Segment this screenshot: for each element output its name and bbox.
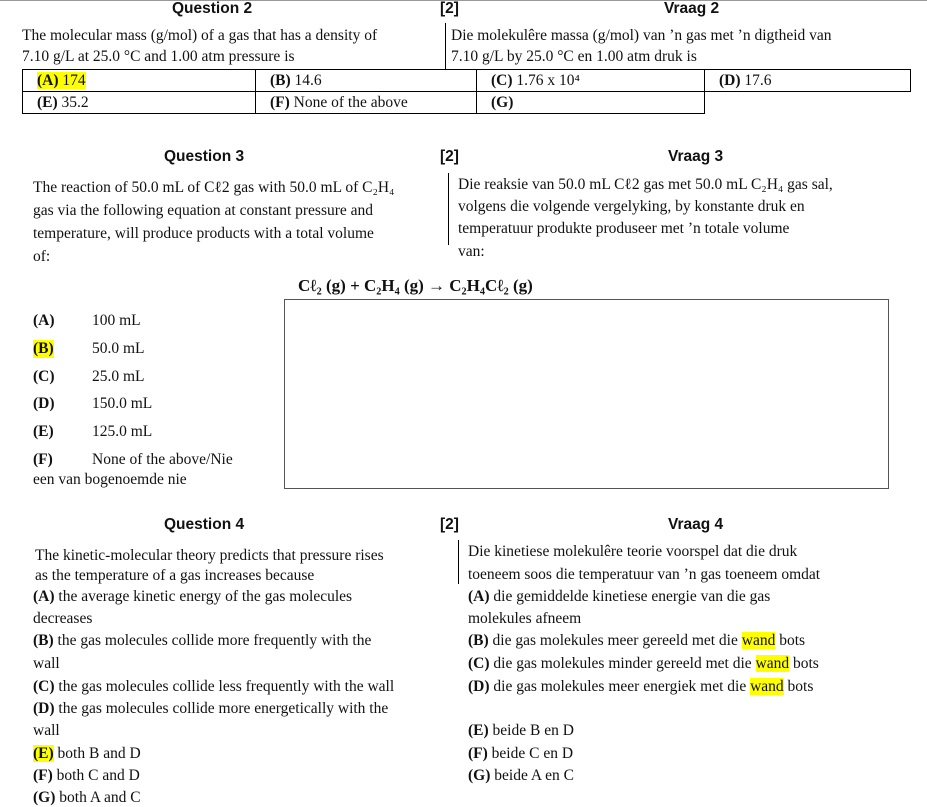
option-label: (F)	[468, 745, 488, 762]
option-label: (F)	[270, 93, 290, 111]
q2-option-d[interactable]	[705, 70, 911, 92]
q2-option-e[interactable]	[23, 92, 256, 114]
option-label: (G)	[491, 93, 514, 111]
q3-option-c-value: 25.0 mL	[92, 368, 145, 385]
option-value: 14.6	[294, 71, 322, 89]
q3-marks: [2]	[440, 148, 459, 165]
q2-divider	[445, 23, 446, 69]
q4-en-option-e[interactable]	[33, 745, 141, 763]
q3-text-en-1: The reaction of 50.0 mL of Cℓ2 gas with 50.0 mL of C₂H₄	[33, 179, 395, 196]
q3-text-en-3: temperature, will produce products with a total volume	[33, 225, 374, 242]
option-label: (D)	[33, 700, 55, 717]
q4-marks: [2]	[440, 516, 459, 533]
highlighted-word: wand	[750, 678, 784, 695]
q4-en-option-a[interactable]	[33, 588, 352, 606]
option-text: the gas molecules collide more energetically with the	[54, 700, 389, 717]
q4-en-option-c[interactable]	[33, 678, 394, 696]
option-label: (G)	[468, 767, 491, 784]
option-value: 174	[62, 71, 86, 89]
q4-af-option-d[interactable]	[468, 678, 813, 696]
option-label: (C)	[468, 655, 490, 672]
option-label: (G)	[33, 789, 56, 806]
q4-en-option-g[interactable]	[33, 789, 141, 807]
option-text: both A and C	[55, 789, 141, 806]
q3-text-af-2: volgens die volgende vergelyking, by konstante druk en	[458, 198, 805, 215]
q3-option-f-value: None of the above/Nie	[92, 451, 233, 468]
q3-option-d-value: 150.0 mL	[92, 395, 153, 412]
option-label: (A)	[33, 588, 55, 605]
q3-heading-af: Vraag 3	[668, 148, 724, 165]
q3-equation: Cℓ₂ (g) + C₂H₄ (g) → C₂H₄Cℓ₂ (g)	[298, 276, 533, 295]
q2-heading-en: Question 2	[172, 0, 253, 17]
option-text: die gemiddelde kinetiese energie van die gas	[489, 588, 771, 605]
option-label: (B)	[270, 71, 291, 89]
q3-option-f-label[interactable]: (F)	[33, 451, 53, 468]
option-label: (B)	[33, 632, 54, 649]
q4-af-option-g[interactable]	[468, 767, 574, 785]
option-text: the average kinetic energy of the gas molecules	[54, 588, 353, 605]
q3-answer-box[interactable]	[284, 299, 889, 489]
q2-heading-af: Vraag 2	[664, 0, 720, 17]
option-label: (E)	[37, 93, 58, 111]
option-label: (F)	[33, 767, 53, 784]
q4-en-line: wall	[33, 655, 60, 672]
option-label: (D)	[468, 678, 490, 695]
option-text: die gas molekules meer energiek met die	[489, 678, 751, 695]
q3-text-af-3: temperatuur produkte produseer met ’n totale volume	[458, 220, 790, 237]
q4-af-option-c[interactable]	[468, 655, 819, 673]
q2-option-c[interactable]	[477, 70, 705, 92]
option-label: (A)	[37, 71, 59, 89]
option-text-tail: bots	[783, 678, 814, 695]
option-text-tail: bots	[789, 655, 819, 672]
q3-option-d-label[interactable]: (D)	[33, 395, 55, 412]
option-text: both B and D	[53, 745, 141, 762]
q4-heading-en: Question 4	[164, 516, 245, 533]
option-label: (E)	[33, 745, 54, 762]
q3-option-b-label[interactable]: (B)	[33, 340, 54, 357]
option-label: (C)	[33, 678, 55, 695]
q4-en-option-b[interactable]	[33, 632, 371, 650]
q4-af-option-e[interactable]	[468, 722, 574, 740]
q3-option-a-label[interactable]: (A)	[33, 312, 55, 329]
q4-en-line: wall	[33, 722, 60, 739]
top-rule	[0, 0, 927, 1]
q2-option-f[interactable]	[256, 92, 477, 114]
highlighted-word: wand	[755, 655, 790, 672]
option-value: None of the above	[293, 93, 408, 111]
q4-en-line: decreases	[33, 610, 93, 627]
option-text: die gas molekules meer gereeld met die	[488, 632, 742, 649]
q3-text-af-4: van:	[458, 243, 485, 260]
q3-text-af-1: Die reaksie van 50.0 mL Cℓ2 gas met 50.0 mL C₂H₄ gas sal,	[458, 176, 833, 193]
q2-text-en-2: 7.10 g/L at 25.0 °C and 1.00 atm pressure is	[22, 48, 295, 65]
q3-option-b-value: 50.0 mL	[92, 340, 145, 357]
option-text: the gas molecules collide more frequently with the	[53, 632, 372, 649]
q4-heading-af: Vraag 4	[668, 516, 724, 533]
q4-divider	[458, 540, 459, 584]
q3-option-f-continuation: een van bogenoemde nie	[33, 471, 187, 488]
option-value: 1.76 x 10⁴	[516, 71, 580, 89]
q3-option-e-value: 125.0 mL	[92, 423, 153, 440]
option-value: 17.6	[744, 71, 772, 89]
q4-en-option-d[interactable]	[33, 700, 388, 718]
option-label: (C)	[491, 71, 513, 89]
q4-af-option-b[interactable]	[468, 632, 805, 650]
option-text: beide B en D	[488, 722, 574, 739]
option-label: (A)	[468, 588, 490, 605]
q4-af-option-f[interactable]	[468, 745, 573, 763]
option-value: 35.2	[61, 93, 89, 111]
option-text: both C and D	[52, 767, 140, 784]
q2-text-af-2: 7.10 g/L by 25.0 °C en 1.00 atm druk is	[451, 48, 697, 65]
q3-heading-en: Question 3	[164, 148, 245, 165]
option-label: (E)	[468, 722, 489, 739]
q4-en-line: The kinetic-molecular theory predicts that pressure rises	[35, 547, 384, 564]
q2-options-table	[22, 69, 911, 114]
q4-en-line: as the temperature of a gas increases because	[35, 567, 315, 584]
q2-option-b[interactable]	[256, 70, 477, 92]
option-label: (D)	[719, 71, 741, 89]
highlighted-word: wand	[741, 632, 776, 649]
q2-option-g[interactable]	[477, 92, 705, 114]
option-text: the gas molecules collide less frequently with the wall	[54, 678, 395, 695]
option-text: die gas molekules minder gereeld met die	[489, 655, 756, 672]
q4-en-option-f[interactable]	[33, 767, 140, 785]
option-label: (B)	[468, 632, 489, 649]
option-text: beide C en D	[487, 745, 574, 762]
q3-option-e-label[interactable]: (E)	[33, 423, 54, 440]
q2-text-en-1: The molecular mass (g/mol) of a gas that has a density of	[22, 27, 378, 44]
q3-divider	[448, 173, 449, 245]
q4-af-line: Die kinetiese molekulêre teorie voorspel dat die druk	[468, 543, 798, 560]
option-text: beide A en C	[490, 767, 574, 784]
option-text-tail: bots	[775, 632, 806, 649]
q2-text-af-1: Die molekulêre massa (g/mol) van ’n gas met ’n digtheid van	[451, 27, 832, 44]
q4-af-line: toeneem soos die temperatuur van ’n gas toeneem omdat	[468, 566, 821, 583]
q3-text-en-4: of:	[33, 248, 51, 265]
q2-option-a[interactable]	[23, 70, 256, 92]
q4-af-line: molekules afneem	[468, 610, 582, 627]
q3-option-c-label[interactable]: (C)	[33, 368, 55, 385]
q2-empty-cell	[705, 92, 911, 114]
q3-option-a-value: 100 mL	[92, 312, 141, 329]
q4-af-option-a[interactable]	[468, 588, 770, 606]
q2-marks: [2]	[440, 0, 459, 17]
q3-text-en-2: gas via the following equation at constant pressure and	[33, 202, 374, 219]
